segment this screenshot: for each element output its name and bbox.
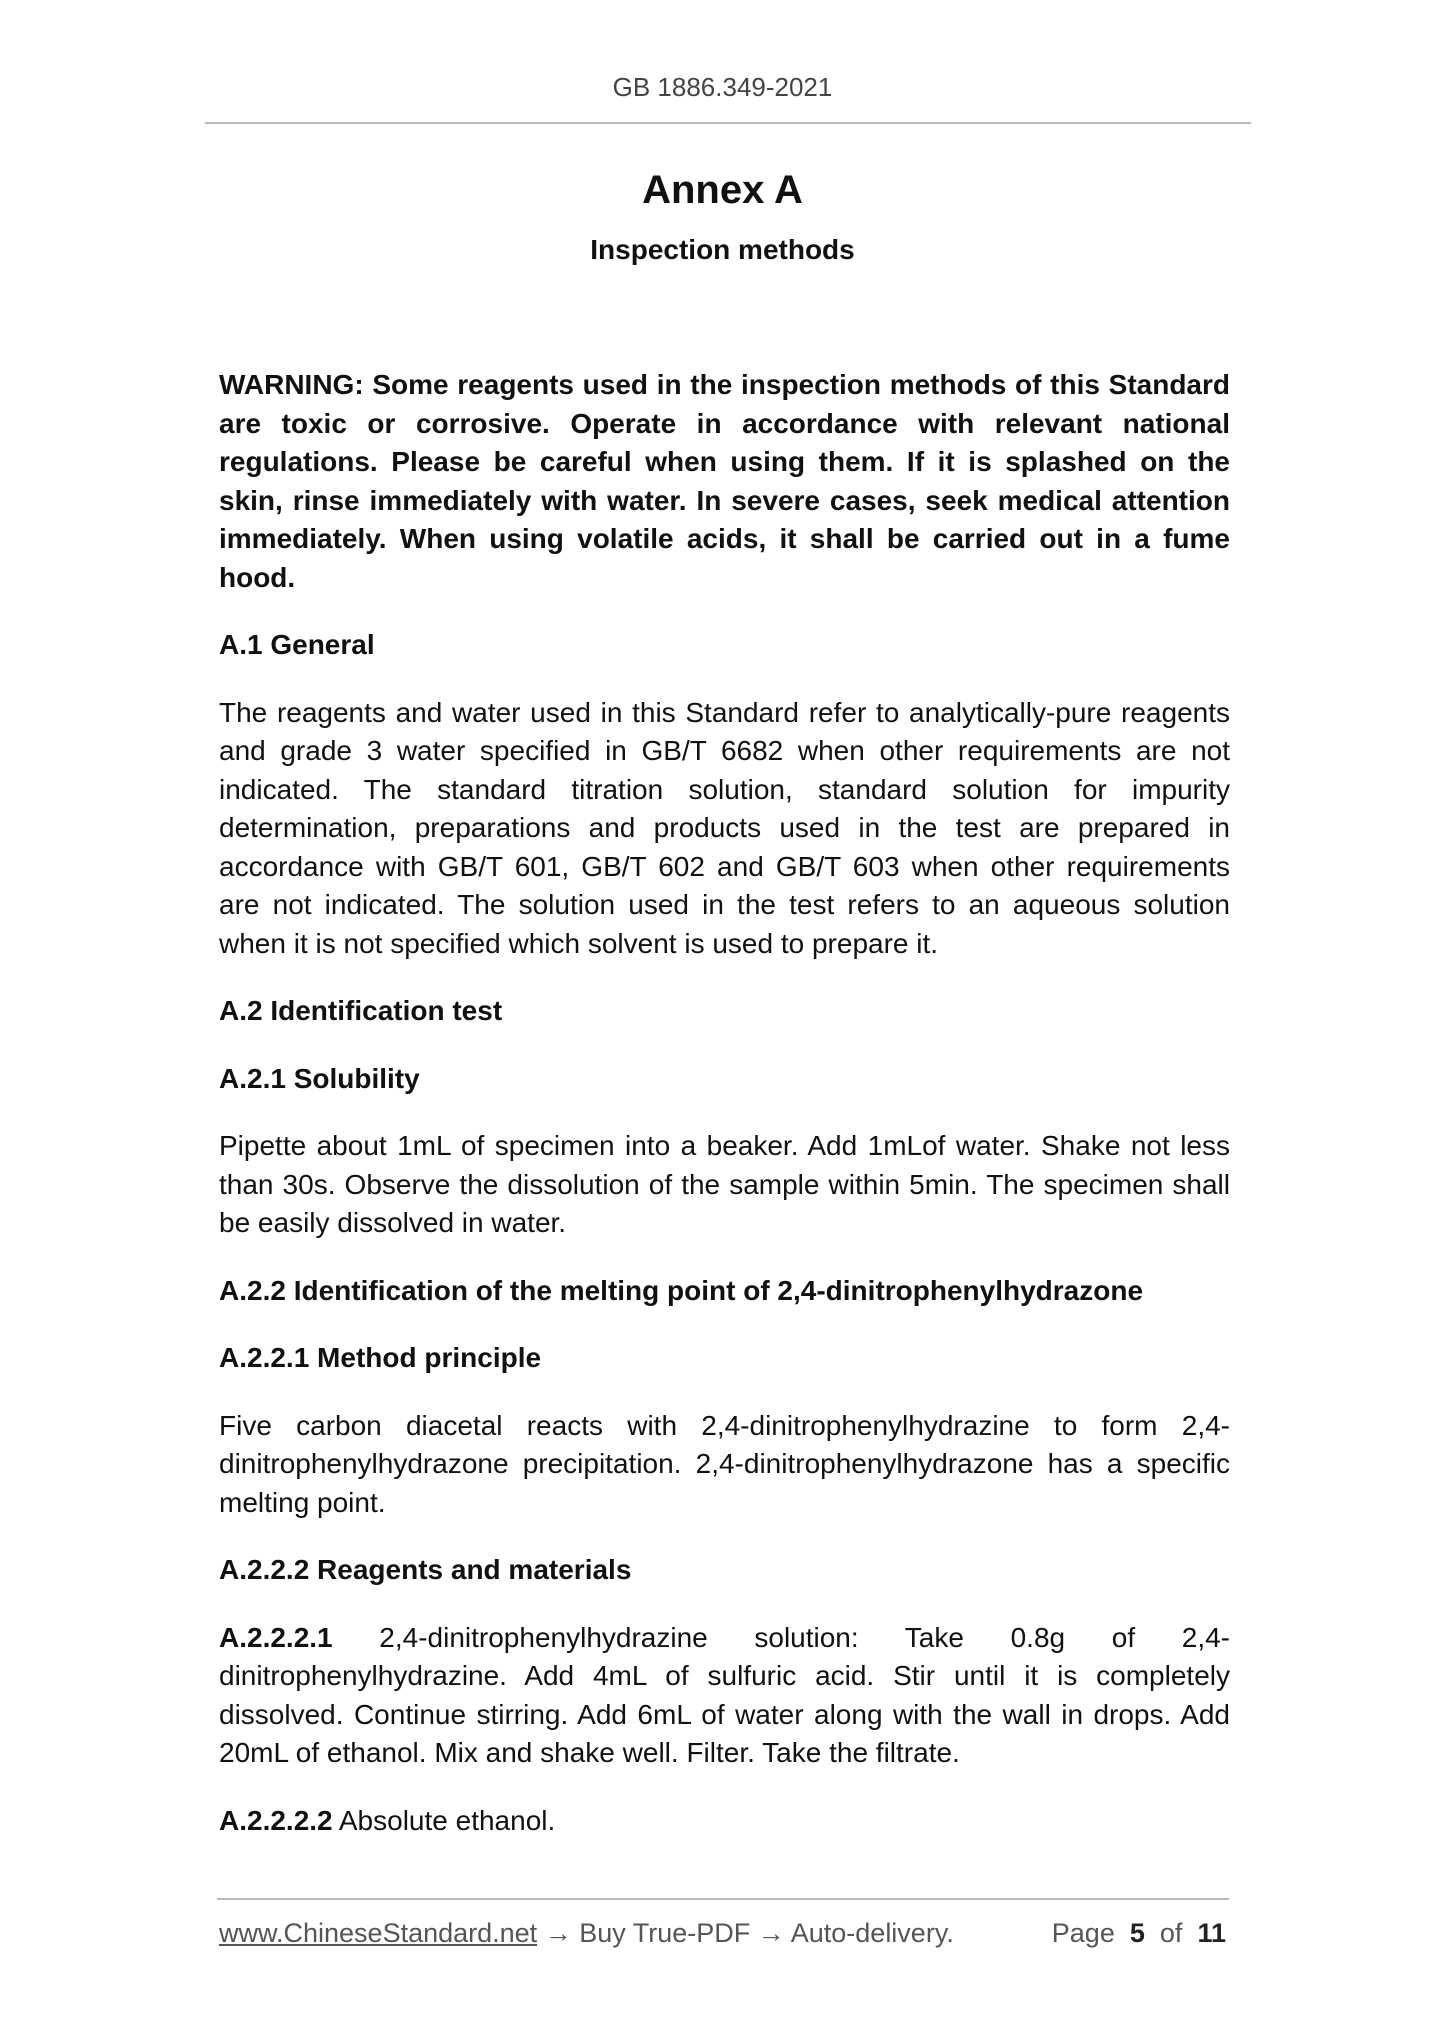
page-label: Page: [1051, 1918, 1115, 1948]
section-heading-a2: A.2 Identification test: [219, 995, 503, 1026]
annex-title: Annex A: [642, 168, 803, 212]
clause-body-a2222: Absolute ethanol.: [338, 1804, 556, 1836]
header-standard-code: GB 1886.349-2021: [612, 72, 833, 102]
clause-body-a2221: 2,4-dinitrophenylhydrazine solution: Take 0.8g of 2,4-dinitrophenylhydrazine. Add 4mL of sulfuric acid. Stir until it is completely dissolved. Continue stirring. Add 6mL of water along with the wall in drops. Add 20mL of ethanol. Mix and shake well. Filter. Take the filtrate.: [219, 1621, 1230, 1768]
clause-label-a2221: A.2.2.2.1: [219, 1621, 333, 1653]
page-indicator: [1052, 1918, 1226, 1949]
section-body-a21: Pipette about 1mL of specimen into a beaker. Add 1mLof water. Shake not less than 30s. Observe the dissolution of the sample within 5min. The specimen shall be easily dissolved in water.: [219, 1130, 1230, 1238]
page-total: 11: [1197, 1918, 1226, 1948]
page-current: 5: [1129, 1918, 1145, 1948]
section-body-a1: The reagents and water used in this Standard refer to analytically-pure reagents and grade 3 water specified in GB/T 6682 when other requirements are not indicated. The standard titration solution, standard solution for impurity determination, preparations and products used in the test are prepared in accordance with GB/T 601, GB/T 602 and GB/T 603 when other requirements are not indicated. The solution used in the test refers to an aqueous solution when it is not specified which solvent is used to prepare it.: [219, 696, 1230, 959]
footer-promo-text: → Buy True-PDF → Auto-delivery.: [537, 1918, 954, 1948]
section-heading-a1: A.1 General: [219, 629, 375, 660]
clause-a2222: [219, 1802, 1230, 1841]
section-heading-a222: A.2.2.2 Reagents and materials: [219, 1554, 632, 1585]
page-footer: [219, 1918, 1230, 1949]
header-divider: [205, 122, 1251, 124]
clause-a2221: [219, 1619, 1230, 1773]
section-body-a221: Five carbon diacetal reacts with 2,4-dinitrophenylhydrazine to form 2,4-dinitrophenylhydrazone precipitation. 2,4-dinitrophenylhydrazone has a specific melting point.: [219, 1409, 1230, 1518]
document-body: [219, 366, 1230, 1840]
clause-label-a2222: A.2.2.2.2: [219, 1804, 333, 1836]
annex-subtitle: Inspection methods: [590, 234, 855, 265]
section-heading-a22: A.2.2 Identification of the melting point of 2,4-dinitrophenylhydrazone: [219, 1274, 1144, 1306]
section-heading-a221: A.2.2.1 Method principle: [219, 1342, 542, 1373]
page-of-label: of: [1159, 1918, 1183, 1948]
footer-website-link[interactable]: www.ChineseStandard.net: [219, 1918, 538, 1948]
section-heading-a21: A.2.1 Solubility: [219, 1062, 420, 1094]
footer-divider: [217, 1898, 1229, 1900]
warning-paragraph: WARNING: Some reagents used in the inspection methods of this Standard are toxic or corrosive. Operate in accordance with relevant national regulations. Please be careful when using them. If it is splashed on the skin, rinse immediately with water. In severe cases, seek medical attention immediately. When using volatile acids, it shall be carried out in a fume hood.: [219, 369, 1230, 593]
